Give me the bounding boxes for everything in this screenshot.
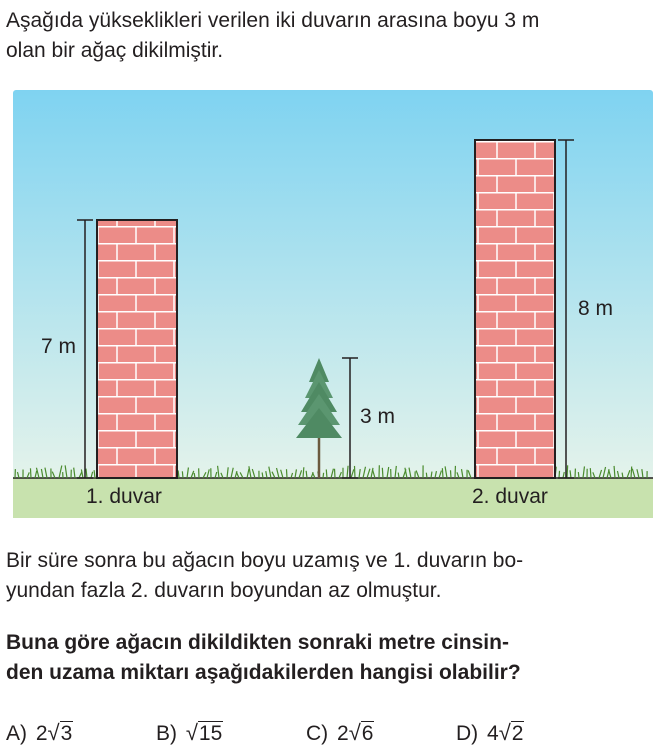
option-coefficient: 2 xyxy=(337,722,349,745)
option-b[interactable] xyxy=(156,720,223,746)
grass-blade xyxy=(194,473,195,478)
square-root xyxy=(186,720,223,746)
option-a[interactable] xyxy=(6,720,73,746)
grass-blade xyxy=(303,467,304,478)
radicand: 3 xyxy=(60,722,73,745)
grass-blade xyxy=(631,466,632,478)
wall-2-height-label: 8 m xyxy=(578,297,614,320)
wall-2-name: 2. duvar xyxy=(472,485,548,508)
wall-1 xyxy=(97,220,177,478)
option-letter: C) xyxy=(306,722,329,745)
radicand: 15 xyxy=(198,722,223,745)
grass-blade xyxy=(567,465,568,478)
grass-blade xyxy=(398,473,399,478)
grass-blade xyxy=(590,468,591,478)
grass-blade xyxy=(578,472,579,478)
grass-blade xyxy=(326,469,327,478)
condition-paragraph xyxy=(6,546,656,606)
question-line-1: Buna göre ağacın dikildikten sonraki metre cinsin- xyxy=(6,631,509,654)
option-d[interactable] xyxy=(456,720,524,746)
grass-blade xyxy=(262,472,263,478)
grass-blade xyxy=(426,473,427,478)
square-root xyxy=(349,720,375,746)
option-letter: D) xyxy=(456,722,479,745)
question-text xyxy=(6,628,656,688)
wall-1-height-label: 7 m xyxy=(41,335,77,358)
grass-blade xyxy=(30,468,31,478)
tree-height-label: 3 m xyxy=(360,405,396,428)
radicand: 6 xyxy=(361,722,374,745)
option-c[interactable] xyxy=(306,720,374,746)
grass-blade xyxy=(323,473,324,478)
intro-line-2: olan bir ağaç dikilmiştir. xyxy=(6,39,224,62)
square-root xyxy=(499,720,525,746)
option-coefficient: 4 xyxy=(487,722,499,745)
radical-sign: √ xyxy=(348,720,361,745)
radicand: 2 xyxy=(511,722,524,745)
grass-blade xyxy=(442,468,443,478)
walls-and-tree-figure xyxy=(13,90,653,518)
grass-blade xyxy=(306,471,307,478)
grass-blade xyxy=(182,471,183,478)
intro-text xyxy=(6,6,658,66)
condition-line-2: yundan fazla 2. duvarın boyundan az olmuştur. xyxy=(6,579,442,602)
square-root xyxy=(48,720,74,746)
grass-blade xyxy=(354,466,355,478)
wall-1-name: 1. duvar xyxy=(86,485,162,508)
condition-line-1: Bir süre sonra bu ağacın boyu uzamış ve 1. duvarın bo- xyxy=(6,549,524,572)
option-coefficient: 2 xyxy=(35,722,48,745)
grass-blade xyxy=(178,470,179,478)
radical-sign: √ xyxy=(47,720,60,745)
intro-line-1: Aşağıda yükseklikleri verilen iki duvarın arasına boyu 3 m xyxy=(6,9,540,32)
grass-blade xyxy=(286,469,287,478)
wall-2 xyxy=(475,140,555,478)
answer-options xyxy=(6,720,656,754)
option-letter: A) xyxy=(6,722,27,745)
grass-blade xyxy=(382,468,383,478)
option-letter: B) xyxy=(156,722,177,745)
radical-sign: √ xyxy=(498,720,511,745)
grass-blade xyxy=(559,471,560,478)
radical-sign: √ xyxy=(185,720,198,745)
question-line-2: den uzama miktarı aşağıdakilerden hangisi olabilir? xyxy=(6,661,521,684)
